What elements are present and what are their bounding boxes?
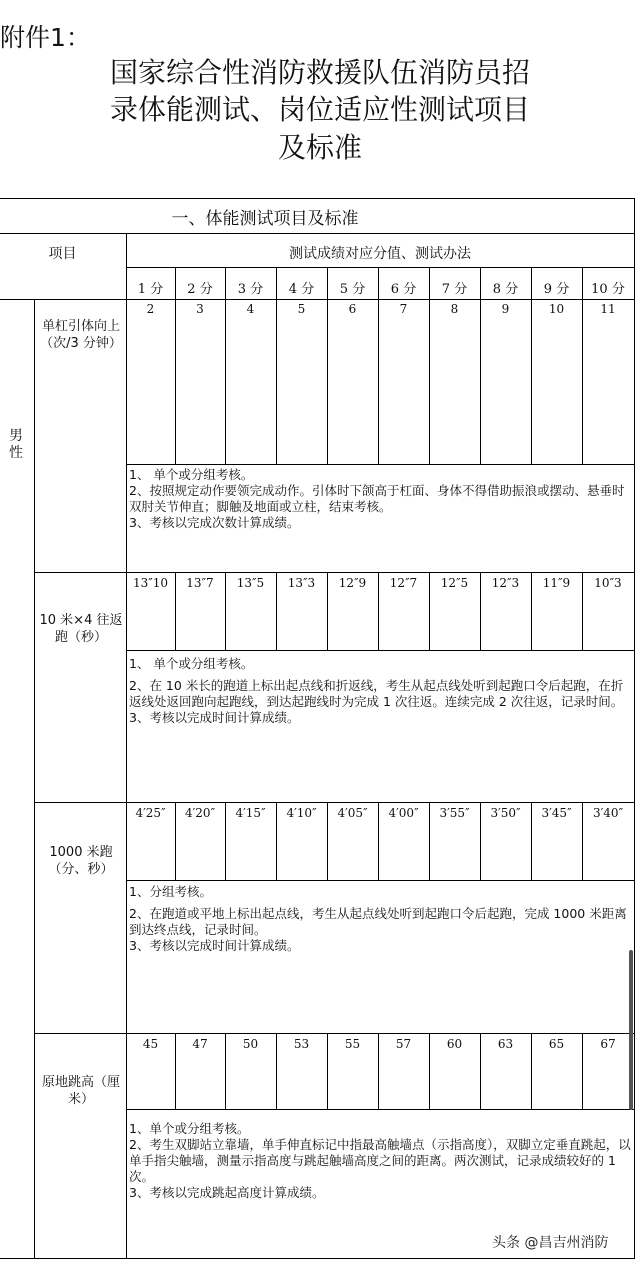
table-rule — [429, 299, 430, 464]
test-method — [129, 884, 632, 954]
score-value: 12″7 — [389, 576, 418, 590]
test-method-line: 1、单个或分组考核。 — [129, 1121, 250, 1136]
score-value: 4′20″ — [184, 806, 216, 820]
test-method-line: 3、考核以完成时间计算成绩。 — [129, 938, 300, 953]
test-method-line: 1、分组考核。 — [129, 884, 212, 899]
score-value: 4′10″ — [286, 806, 317, 820]
table-rule — [34, 1033, 635, 1034]
score-header: 6 分 — [390, 282, 417, 297]
test-method — [129, 656, 632, 726]
table-rule — [582, 299, 583, 464]
watermark: 头条 @昌吉州消防 — [492, 1235, 609, 1251]
score-value: 4′05″ — [337, 806, 368, 820]
score-value: 3′55″ — [439, 806, 470, 820]
test-method-line: 1、 单个或分组考核。 — [129, 656, 254, 671]
score-value: 10 — [548, 302, 565, 316]
score-value: 12″3 — [491, 576, 520, 590]
table-rule — [531, 299, 532, 464]
table-rule — [126, 267, 635, 268]
score-value: 45 — [142, 1037, 159, 1051]
score-value: 3′40″ — [592, 806, 624, 820]
score-header: 8 分 — [492, 282, 519, 297]
score-value: 13″7 — [186, 576, 214, 590]
score-value: 13″10 — [132, 576, 169, 590]
scrollbar[interactable] — [629, 950, 633, 1110]
table-rule — [0, 1258, 635, 1259]
score-value: 8 — [450, 302, 459, 316]
table-rule — [327, 299, 328, 464]
table-rule — [126, 880, 635, 881]
page-title-line-3: 及标准 — [277, 131, 362, 164]
item-name: 原地跳高（厘米） — [41, 1075, 120, 1107]
header-item: 项目 — [48, 246, 77, 262]
score-value: 9 — [501, 302, 510, 316]
page-title-line-1: 国家综合性消防救援队伍消防员招 — [109, 56, 530, 89]
test-method-line: 2、在跑道或平地上标出起点线，考生从起点线处听到起跑口令后起跑，完成 1000 米距离到达终点线，记录时间。 — [129, 906, 627, 937]
table-rule — [126, 650, 635, 651]
table-rule — [175, 299, 176, 464]
table-rule — [634, 198, 635, 1258]
score-value: 13″3 — [287, 576, 316, 590]
score-value: 4′00″ — [388, 806, 419, 820]
score-value: 67 — [600, 1037, 616, 1051]
score-value: 3 — [196, 302, 204, 316]
score-value: 12″5 — [440, 576, 469, 590]
test-method — [129, 467, 632, 531]
table-rule — [0, 198, 635, 199]
table-rule — [480, 299, 481, 464]
score-value: 55 — [344, 1037, 361, 1051]
test-method-line: 2、在 10 米长的跑道上标出起点线和折返线，考生从起点线处听到起跑口令后起跑，在折返线处返回跑向起跑线，到达起跑线时为完成 1 次往返。连续完成 2 次往返，记录时间。 — [129, 678, 624, 709]
score-value: 2 — [146, 302, 155, 316]
score-header: 7 分 — [441, 282, 468, 297]
page-title-line-2: 录体能测试、岗位适应性测试项目 — [109, 93, 530, 126]
score-value: 10″3 — [594, 576, 622, 590]
score-value: 47 — [192, 1037, 208, 1051]
test-method — [129, 1121, 632, 1201]
score-value: 50 — [242, 1037, 259, 1051]
table-rule — [34, 299, 35, 1258]
table-rule — [34, 802, 635, 803]
item-name: 单杠引体向上（次/3 分钟） — [40, 319, 122, 351]
test-method-line: 3、考核以完成次数计算成绩。 — [129, 515, 300, 530]
table-rule — [225, 299, 226, 464]
score-header: 9 分 — [543, 282, 570, 297]
score-header: 5 分 — [339, 282, 366, 297]
score-value: 7 — [399, 302, 408, 316]
test-method-line: 3、考核以完成时间计算成绩。 — [129, 710, 300, 725]
table-rule — [378, 299, 379, 464]
score-value: 60 — [446, 1037, 463, 1051]
score-header: 3 分 — [237, 282, 264, 297]
score-value: 5 — [297, 302, 306, 316]
item-name: 10 米×4 往返跑（秒） — [39, 613, 123, 645]
score-value: 65 — [548, 1037, 565, 1051]
score-value: 11 — [600, 302, 616, 316]
table-rule — [276, 299, 277, 464]
header-method: 测试成绩对应分值、测试办法 — [289, 246, 471, 262]
score-value: 63 — [497, 1037, 514, 1051]
table-rule — [126, 233, 127, 1258]
score-value: 11″9 — [542, 576, 571, 590]
section-title: 一、体能测试项目及标准 — [171, 209, 359, 229]
score-value: 53 — [293, 1037, 310, 1051]
score-value: 4′15″ — [235, 806, 266, 820]
score-value: 3′45″ — [541, 806, 572, 820]
score-header: 4 分 — [288, 282, 315, 297]
attachment-label: 附件1： — [0, 23, 91, 52]
score-value: 4 — [246, 302, 255, 316]
score-header: 1 分 — [137, 282, 164, 297]
score-header: 10 分 — [591, 282, 625, 297]
table-rule — [34, 572, 635, 573]
test-method-line: 1、 单个或分组考核。 — [129, 467, 254, 482]
test-method-line: 2、按照规定动作要领完成动作。引体时下颌高于杠面、身体不得借助振浪或摆动、悬垂时双肘关节伸直；脚触及地面或立柱，结束考核。 — [129, 483, 625, 514]
table-rule — [0, 299, 635, 300]
score-value: 6 — [348, 302, 357, 316]
item-name: 1000 米跑（分、秒） — [48, 845, 114, 877]
score-value: 13″5 — [236, 576, 265, 590]
score-value: 12″9 — [338, 576, 367, 590]
table-rule — [126, 464, 635, 465]
score-header: 2 分 — [187, 282, 213, 297]
score-value: 3′50″ — [490, 806, 521, 820]
score-value: 4′25″ — [135, 806, 166, 820]
gender-male: 男 性 — [9, 428, 23, 461]
table-rule — [0, 233, 635, 234]
test-method-line: 3、考核以完成跳起高度计算成绩。 — [129, 1185, 325, 1200]
table-rule — [126, 1109, 635, 1110]
score-value: 57 — [395, 1037, 412, 1051]
test-method-line: 2、考生双脚站立靠墙，单手伸直标记中指最高触墙点（示指高度），双脚立定垂直跳起，以单手指尖触墙，测量示指高度与跳起触墙高度之间的距离。两次测试，记录成绩较好的 1 次。 — [129, 1137, 631, 1184]
